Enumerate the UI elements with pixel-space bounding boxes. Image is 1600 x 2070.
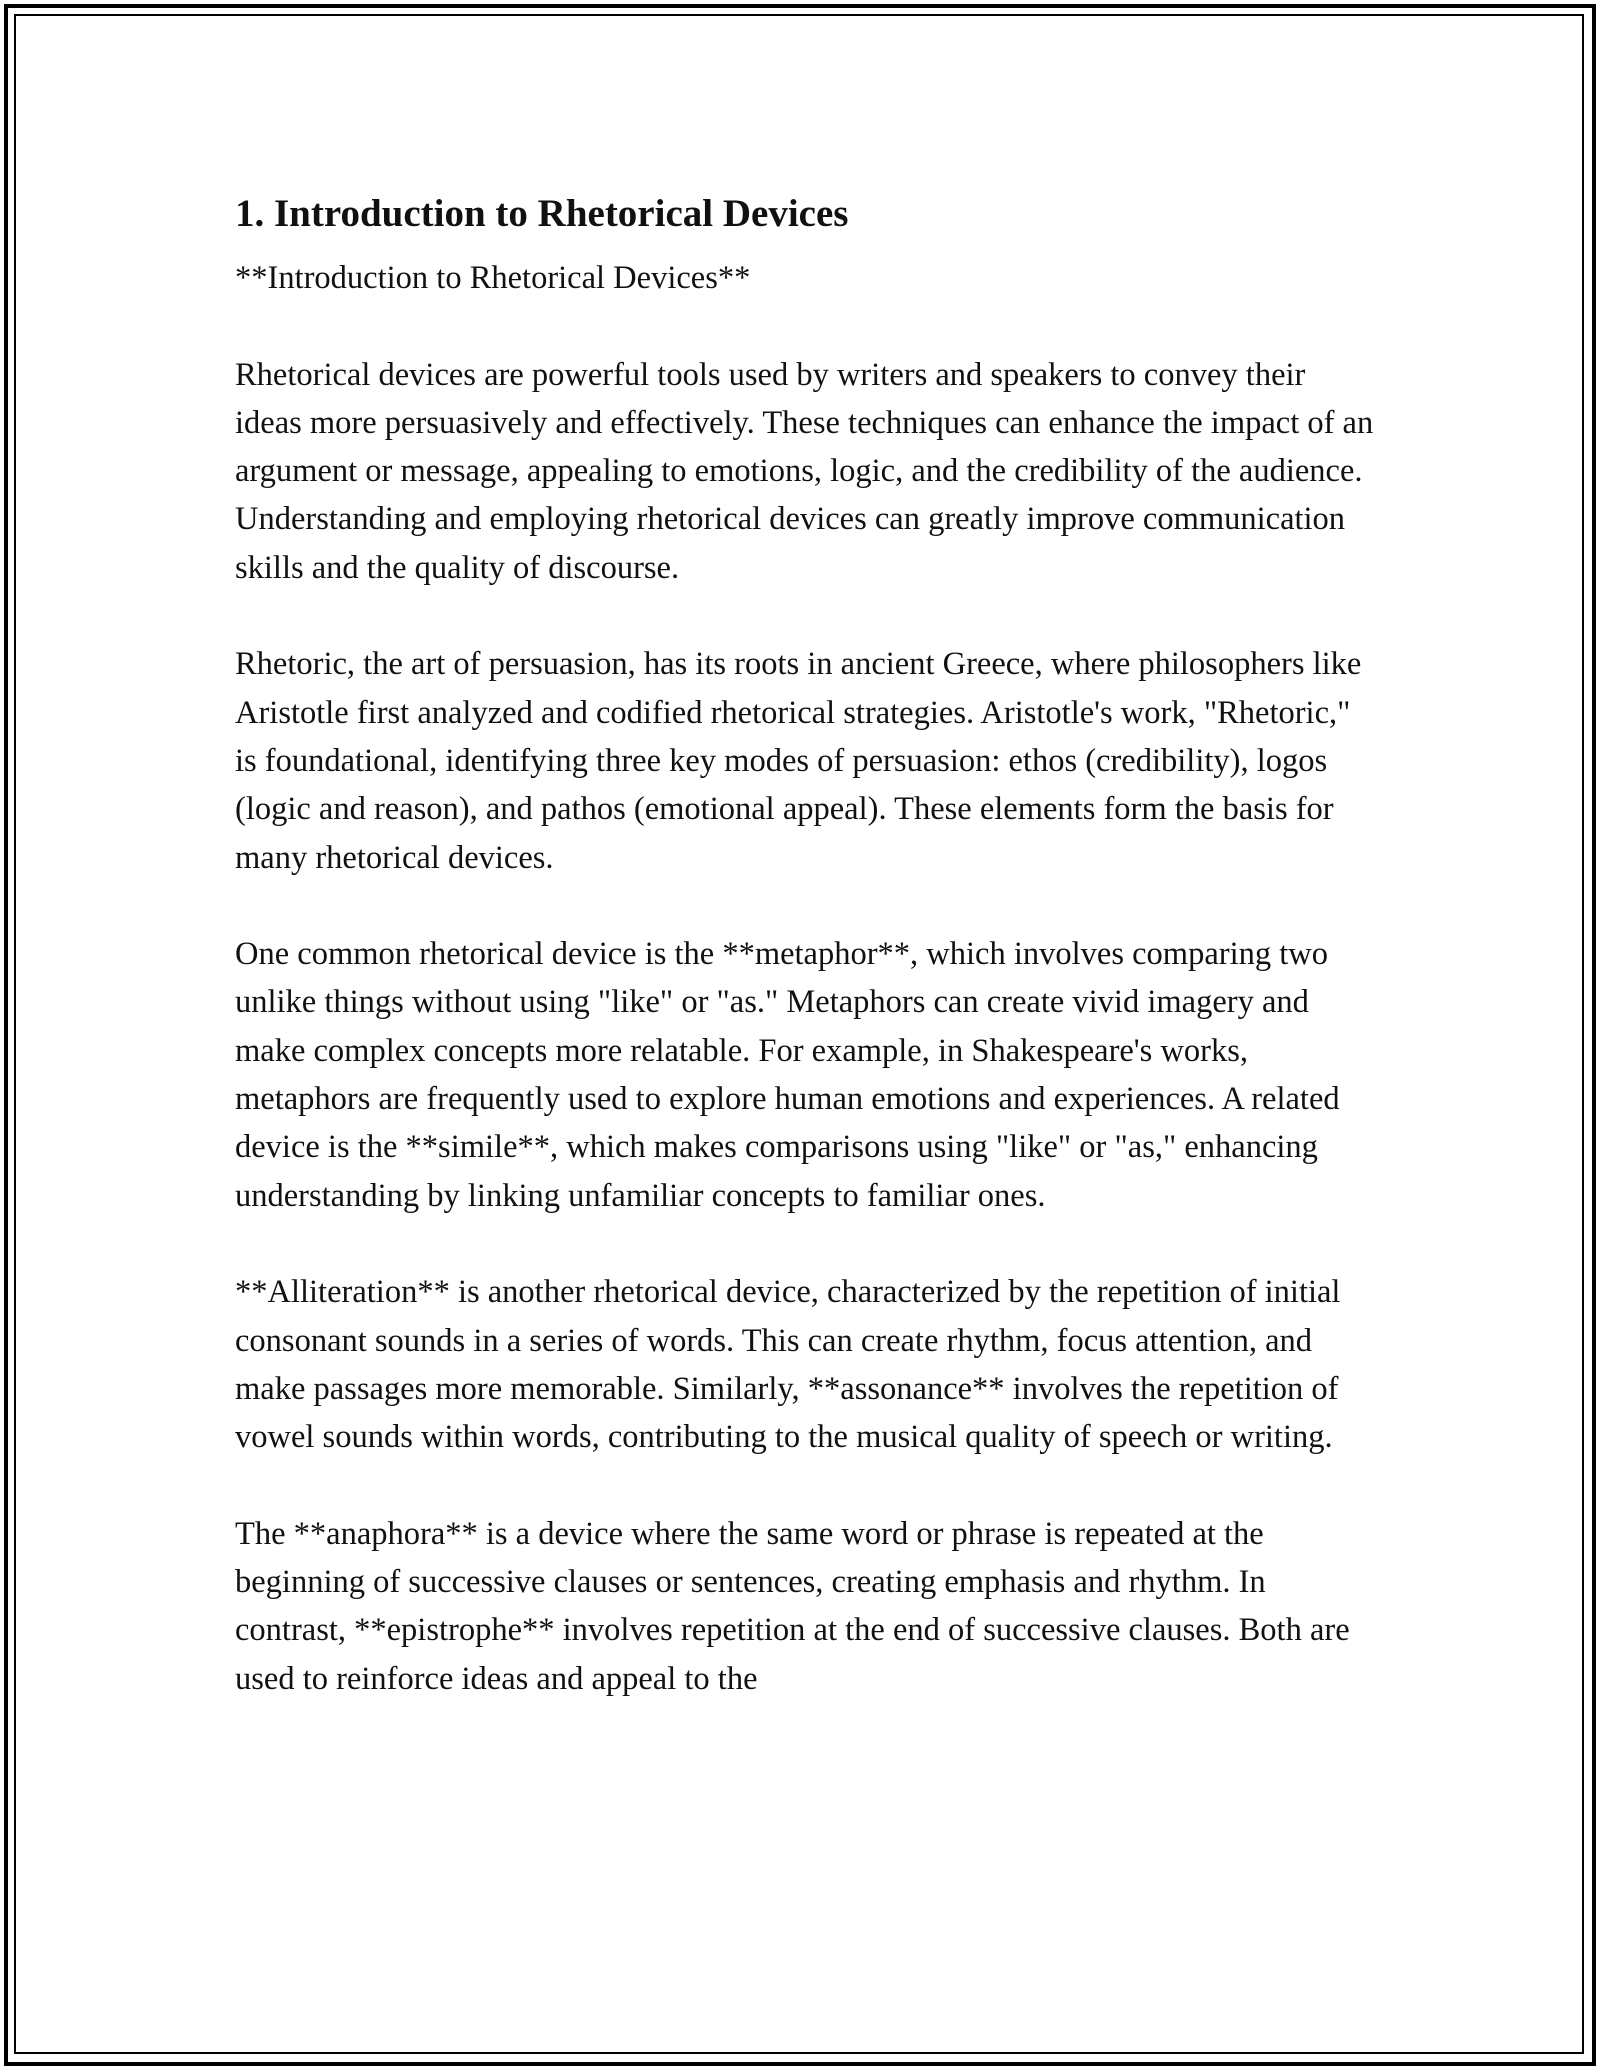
paragraph-metaphor-simile: One common rhetorical device is the **metaphor**, which involves comparing two unlike things without using "like" or "as." Metaphors can create vivid imagery and make complex concepts more relatable. For example, in Shakespeare's works, metaphors are frequently used to explore human emotions and experiences. A related device is the **simile**, which makes comparisons using "like" or "as," enhancing understanding by linking unfamiliar concepts to familiar ones.: [235, 936, 1340, 1214]
paragraph-definition: Rhetorical devices are powerful tools used by writers and speakers to convey their ideas more persuasively and effectively. These techniques can enhance the impact of an argument or message, appealing to emotions, logic, and the credibility of the audience. Understanding and employing rhetorical devices can greatly improve communication skills and the quality of discourse.: [235, 356, 1374, 586]
subtitle-paragraph: **Introduction to Rhetorical Devices**: [235, 260, 751, 296]
paragraph-anaphora-epistrophe: The **anaphora** is a device where the same word or phrase is repeated at the beginning of successive clauses or sentences, creating emphasis and rhythm. In contrast, **epistrophe** involves repetition at the end of successive clauses. Both are used to reinforce ideas and appeal to the: [235, 1515, 1350, 1697]
paragraph-alliteration-assonance: **Alliteration** is another rhetorical device, characterized by the repetition of initial consonant sounds in a series of words. This can create rhythm, focus attention, and make passages more memorable. Similarly, **assonance** involves the repetition of vowel sounds within words, contributing to the musical quality of speech or writing.: [235, 1274, 1341, 1456]
document-body: [235, 184, 1375, 1751]
section-heading: 1. Introduction to Rhetorical Devices: [235, 192, 849, 235]
paragraph-history: Rhetoric, the art of persuasion, has its roots in ancient Greece, where philosophers like Aristotle first analyzed and codified rhetorical strategies. Aristotle's work, "Rhetoric," is foundational, identifying three key modes of persuasion: ethos (credibility), logos (logic and reason), and pathos (emotional appeal). These elements form the basis for many rhetorical devices.: [235, 646, 1362, 876]
